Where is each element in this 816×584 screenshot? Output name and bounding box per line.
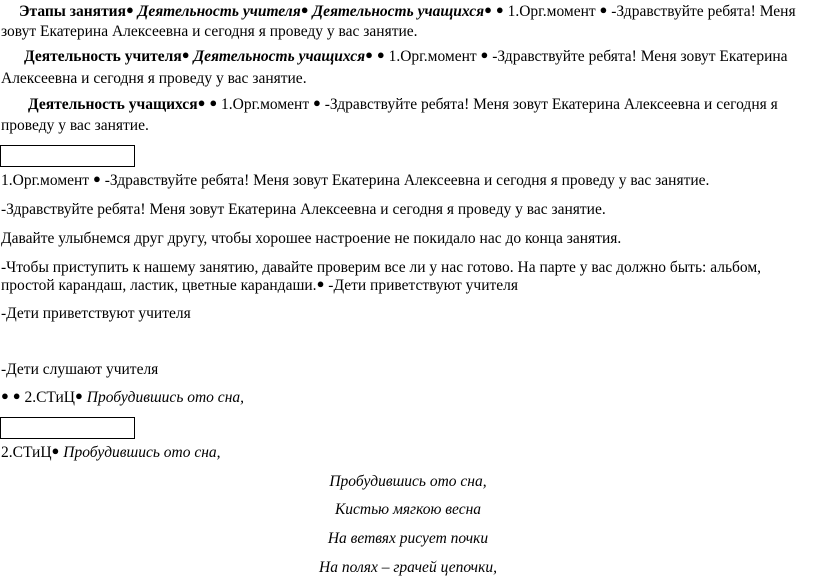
paragraph-smile: Давайте улыбнемся друг другу, чтобы хорошее настроение не покидало нас до конца занятия.	[1, 230, 622, 247]
bullet-icon: ●	[300, 2, 309, 17]
paragraph-check-line1: -Чтобы приступить к нашему занятию, давайте проверим все ли у нас готово. На парте у вас должно быть: альбом,	[1, 259, 762, 276]
text-poem-first-line: Пробудившись ото сна,	[82, 389, 245, 406]
bullet-icon: ●	[495, 2, 504, 17]
block3-line1	[28, 95, 778, 114]
text-stic: 2.СТиЦ	[1, 444, 52, 461]
text-stic: 2.СТиЦ	[20, 389, 76, 406]
heading-teacher: Деятельность учителя	[24, 48, 182, 65]
paragraph-check-line2	[1, 276, 518, 295]
poem-line-4: На полях – грачей цепочки,	[319, 559, 497, 576]
text-greeting: -Здравствуйте ребята! Меня зовут Екатерина	[488, 48, 788, 65]
bullet-icon: ●	[197, 95, 206, 110]
text-supplies: простой карандаш, ластик, цветные карандаши.	[1, 277, 317, 294]
heading-stages: Этапы занятия	[19, 3, 126, 20]
bullet-icon: ●	[75, 388, 83, 403]
block1-line2: зовут Екатерина Алексеевна и сегодня я проведу у вас занятие.	[1, 23, 418, 40]
bullet-icon: ●	[12, 388, 21, 403]
block2-line2: Алексеевна и сегодня я проведу у вас занятие.	[1, 70, 307, 87]
block2-line1	[24, 47, 788, 66]
block1-line1	[19, 2, 796, 21]
paragraph-children-listen: -Дети слушают учителя	[1, 361, 159, 378]
paragraph-stic-1	[1, 388, 244, 407]
bullet-icon: ●	[126, 2, 134, 17]
text-org-moment: 1.Орг.момент	[217, 96, 310, 113]
poem-line-1: Пробудившись ото сна,	[329, 473, 487, 490]
bullet-icon: ●	[209, 95, 218, 110]
text-org-moment: 1.Орг.момент	[503, 3, 596, 20]
text-org-moment: 1.Орг.момент	[1, 172, 90, 189]
bullet-icon: ●	[313, 95, 321, 110]
empty-table-cell	[0, 417, 135, 439]
bullet-icon: ●	[480, 47, 489, 62]
text-greeting: -Здравствуйте ребята! Меня	[607, 3, 796, 20]
bullet-icon: ●	[365, 47, 373, 62]
bullet-icon: ●	[484, 2, 492, 17]
paragraph-greeting: -Здравствуйте ребята! Меня зовут Екатерина Алексеевна и сегодня я проведу у вас занятие.	[1, 201, 606, 218]
bullet-icon: ●	[376, 47, 385, 62]
bullet-icon: ●	[92, 171, 101, 186]
empty-table-cell	[0, 145, 135, 167]
paragraph-children-greet: -Дети приветствуют учителя	[1, 305, 191, 322]
heading-teacher: Деятельность учителя	[133, 3, 301, 20]
bullet-icon: ●	[51, 443, 60, 458]
text-poem-first-line: Пробудившись ото сна,	[59, 444, 221, 461]
bullet-icon: ●	[599, 2, 608, 17]
text-org-moment: 1.Орг.момент	[384, 48, 477, 65]
block3-line2: проведу у вас занятие.	[1, 117, 149, 134]
text-children-greet: -Дети приветствуют учителя	[324, 277, 519, 294]
bullet-icon: ●	[316, 276, 325, 291]
paragraph-stic-2	[1, 443, 221, 462]
text-greeting: -Здравствуйте ребята! Меня зовут Екатерина Алексеевна и сегодня я проведу у вас занятие.	[100, 172, 710, 189]
bullet-icon: ●	[1, 388, 9, 403]
heading-students: Деятельность учащихся	[308, 3, 485, 20]
poem-line-2: Кистью мягкою весна	[334, 501, 482, 518]
bullet-icon: ●	[181, 47, 190, 62]
heading-students: Деятельность учащихся	[28, 96, 198, 113]
poem-line-3: На ветвях рисует почки	[327, 530, 489, 547]
paragraph-org-moment	[1, 171, 709, 190]
heading-students: Деятельность учащихся	[189, 48, 366, 65]
text-greeting: -Здравствуйте ребята! Меня зовут Екатерина Алексеевна и сегодня я	[320, 96, 778, 113]
